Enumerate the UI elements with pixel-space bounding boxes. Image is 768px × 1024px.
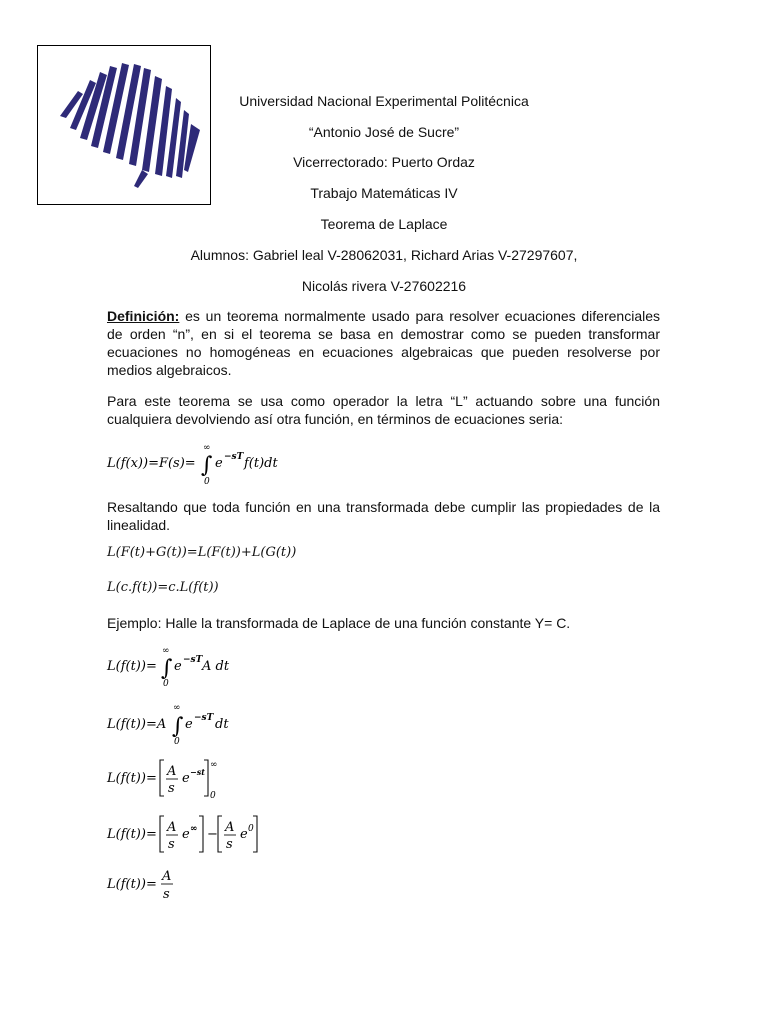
linearity-equation-1: L(F(t)+G(t))=L(F(t))+L(G(t))	[107, 545, 297, 560]
students-line-1: Alumnos: Gabriel leal V-28062031, Richard Arias V-27297607,	[190, 247, 578, 263]
ex5-denominator: s	[163, 887, 170, 902]
vice-rectorate: Vicerrectorado: Puerto Ordaz	[293, 154, 475, 170]
ex3-denominator: s	[168, 781, 175, 796]
ex4-left: L(f(t))=	[107, 827, 157, 842]
ex5-numerator: A	[162, 869, 172, 884]
ex2-exp-base: e	[185, 717, 193, 732]
linearity-paragraph: Resaltando que toda función en una transformada debe cumplir las propiedades de la linealidad.	[107, 499, 660, 533]
ex3-exp-base: e	[182, 771, 190, 786]
eq1-lower-limit: 0	[204, 477, 210, 487]
eq1-exp-base: e	[215, 456, 223, 471]
definition-label: Definición:	[107, 308, 180, 324]
ex2-lower-limit: 0	[174, 737, 180, 747]
ex4-denominator-2: s	[226, 837, 233, 852]
eq1-tail: f(t)dt	[244, 456, 278, 471]
eq1-exponent: −sT	[224, 452, 244, 462]
ex2-upper-limit: ∞	[173, 703, 181, 713]
ex4-numerator-2: A	[225, 820, 235, 835]
eq1-left: L(f(x))=F(s)=	[107, 456, 196, 471]
ex3-exponent: −st	[190, 767, 205, 777]
ex4-exponent-2: 0	[248, 824, 254, 834]
example-paragraph: Ejemplo: Halle la transformada de Laplace de una función constante Y= C.	[107, 615, 571, 631]
ex3-numerator: A	[167, 764, 177, 779]
ex4-exp-base-1: e	[182, 827, 190, 842]
ex1-exp-base: e	[174, 659, 182, 674]
ex1-exponent: −sT	[183, 655, 203, 665]
ex4-numerator-1: A	[167, 820, 177, 835]
example-equation-2	[107, 702, 267, 750]
ex3-left-bracket	[160, 760, 164, 796]
ex4-minus: −	[207, 827, 218, 842]
ex1-lower-limit: 0	[163, 679, 169, 689]
example-equation-1	[107, 646, 267, 692]
ex4-exp-base-2: e	[240, 827, 248, 842]
example-equation-5	[107, 866, 227, 910]
ex3-upper-limit: ∞	[210, 760, 218, 770]
laplace-definition-equation	[107, 440, 307, 490]
integral-sign: ∫	[161, 656, 173, 681]
definition-text: es un teorema normalmente usado para resolver ecuaciones diferenciales de orden “n”, en si el teorema se basa en demostrar como se pueden transformar ecuaciones no homogéneas en ecuaciones algebraicas que pueden resolverse por medios algebraicos.	[107, 308, 660, 378]
operator-paragraph: Para este teorema se usa como operador la letra “L” actuando sobre una función cualquiera devolviendo así otra función, en términos de ecuaciones seria:	[107, 393, 660, 427]
ex3-right-bracket	[204, 760, 208, 796]
ex1-tail: A dt	[202, 659, 230, 674]
ex3-lower-limit: 0	[210, 791, 216, 801]
eq1-upper-limit: ∞	[203, 443, 211, 453]
ex2-exponent: −sT	[194, 713, 214, 723]
integral-sign: ∫	[201, 453, 213, 478]
example-equation-4	[107, 812, 307, 860]
ex4-bracket-2-right	[253, 816, 257, 852]
integral-sign: ∫	[172, 714, 184, 739]
ex5-left: L(f(t))=	[107, 877, 157, 892]
ex4-bracket-1-right	[199, 816, 203, 852]
ex4-bracket-2-left	[218, 816, 222, 852]
ex3-left: L(f(t))=	[107, 771, 157, 786]
ex4-exponent-1: ∞	[190, 824, 198, 834]
definition-paragraph	[107, 307, 660, 379]
ex2-left: L(f(t))=A	[107, 717, 167, 732]
course-title: Trabajo Matemáticas IV	[310, 185, 458, 201]
students-line-2: Nicolás rivera V-27602216	[301, 278, 467, 294]
ex2-tail: dt	[215, 717, 229, 732]
ex4-denominator-1: s	[168, 837, 175, 852]
ex1-left: L(f(t))=	[107, 659, 157, 674]
ex1-upper-limit: ∞	[162, 646, 170, 656]
linearity-equation-2: L(c.f(t))=c.L(f(t))	[107, 580, 219, 595]
campus-name: “Antonio José de Sucre”	[308, 124, 460, 140]
ex4-bracket-1-left	[160, 816, 164, 852]
topic-title: Teorema de Laplace	[320, 216, 448, 232]
example-equation-3	[107, 756, 267, 806]
university-name: Universidad Nacional Experimental Politécnica	[239, 93, 529, 109]
